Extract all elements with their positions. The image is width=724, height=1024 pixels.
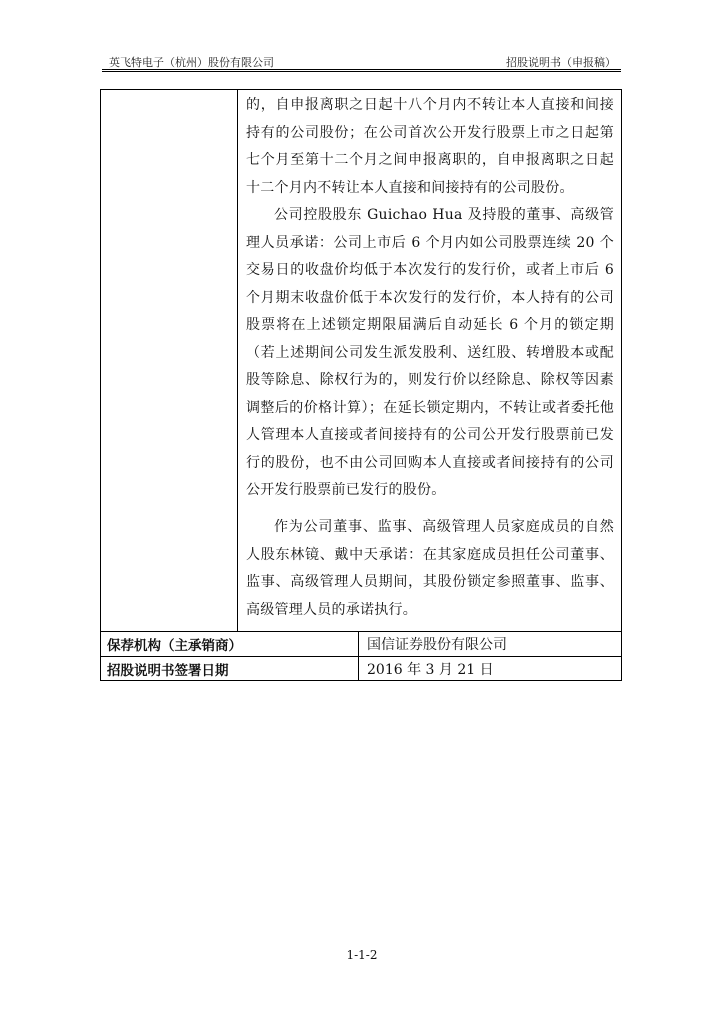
table-column-divider	[358, 631, 359, 681]
commitment-paragraph: 的，自申报离职之日起十八个月内不转让本人直接和间接持有的公司股份；在公司首次公开发行股票上市之日起第七个月至第十二个月之间申报离职的，自申报离职之日起十二个月内不转让本人直接和间接持有的公司股份。	[246, 97, 614, 196]
sponsor-value: 国信证券股份有限公司	[367, 637, 507, 653]
page-number: 1-1-2	[346, 948, 378, 962]
table-column-divider	[237, 89, 238, 631]
table-row-divider	[100, 656, 622, 657]
header-company-name: 英飞特电子（杭州）股份有限公司	[109, 56, 274, 69]
commitment-paragraph: 作为公司董事、监事、高级管理人员家庭成员的自然人股东林镜、戴中天承诺：在其家庭成员担任公司董事、监事、高级管理人员期间，其股份锁定参照董事、监事、高级管理人员的承诺执行。	[246, 519, 614, 618]
header-rule	[102, 69, 621, 72]
commitment-paragraph: 公司控股股东 Guichao Hua 及持股的董事、高级管理人员承诺：公司上市后 6 个月内如公司股票连续 20 个交易日的收盘价均低于本次发行的发行价，或者上市后 6 个月期末收盘价低于本次发行的发行价，本人持有的公司股票将在上述锁定期限届满后自动延长 6 个月的锁定期（若上述期间公司发生派发股利、送红股、转增股本或配股等除息、除权行为的，则发行价以经除息、除权等因素调整后的价格计算）；在延长锁定期内，不转让或者委托他人管理本人直接或者间接持有的公司公开发行股票前已发行的股份，也不由公司回购本人直接或者间接持有的公司公开发行股票前已发行的股份。	[246, 207, 614, 498]
signing-date-value: 2016 年 3 月 21 日	[367, 662, 494, 678]
signing-date-label: 招股说明书签署日期	[107, 663, 229, 679]
table-row-divider	[100, 631, 622, 632]
header-document-title: 招股说明书（申报稿）	[506, 56, 616, 69]
sponsor-label: 保荐机构（主承销商）	[107, 638, 242, 654]
